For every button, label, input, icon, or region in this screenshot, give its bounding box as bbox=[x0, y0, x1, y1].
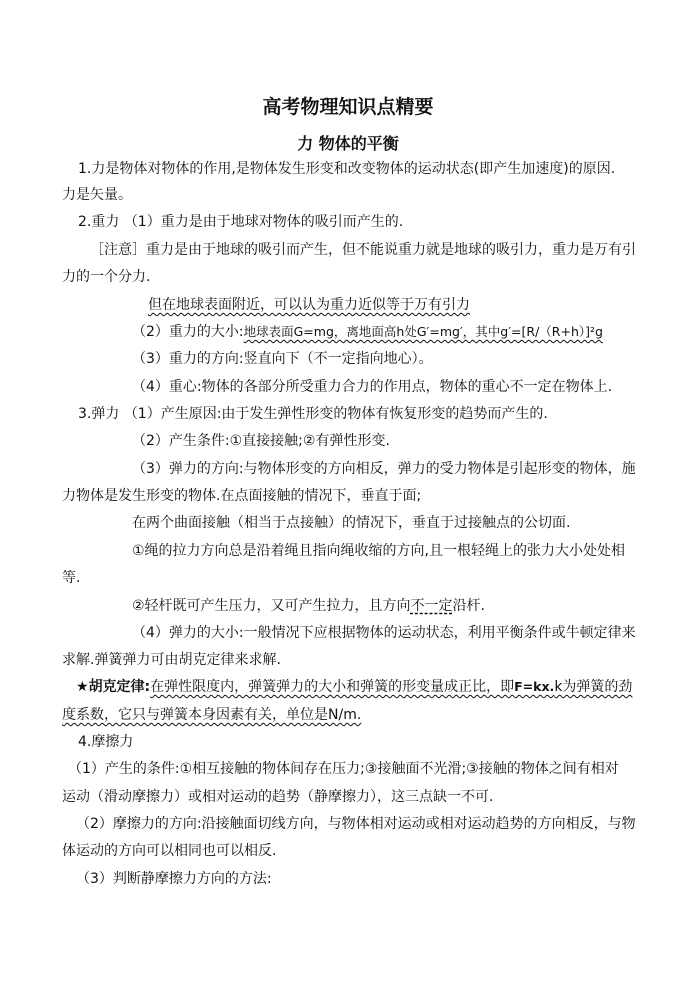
elastic-direction-line1: （3）弹力的方向:与物体形变的方向相反，弹力的受力物体是引起形变的物体，施 bbox=[132, 461, 636, 477]
star-icon: ★ bbox=[76, 679, 89, 695]
document-title: 高考物理知识点精要 bbox=[262, 96, 434, 118]
gravity-size bbox=[132, 322, 603, 342]
rod-text-a: ②轻杆既可产生压力，又可产生拉力，且方向 bbox=[132, 598, 411, 614]
friction-direction-line1: （2）摩擦力的方向:沿接触面切线方向，与物体相对运动或相对运动趋势的方向相反，与物 bbox=[76, 816, 636, 832]
rod-text-c: 沿杆. bbox=[452, 598, 486, 614]
rope-line1: ①绳的拉力方向总是沿着绳且指向绳收缩的方向,且一根轻绳上的张力大小处处相 bbox=[132, 543, 625, 559]
rod-text-b: 不一定 bbox=[410, 598, 453, 614]
hooke-formula: F=kx. bbox=[514, 679, 555, 694]
elastic-size-line1: （4）弹力的大小:一般情况下应根据物体的运动状态，利用平衡条件或牛顿定律来 bbox=[132, 625, 636, 641]
elastic-direction-line2: 力物体是发生形变的物体.在点面接触的情况下，垂直于面; bbox=[62, 488, 422, 504]
gravity-paragraph bbox=[78, 212, 403, 232]
friction-label: 4.摩擦力 bbox=[78, 734, 134, 750]
hooke-text-a: 在弹性限度内，弹簧弹力的大小和弹簧的形变量成正比，即 bbox=[150, 679, 515, 695]
static-friction-method: （3）判断静摩擦力方向的方法: bbox=[76, 871, 272, 887]
elastic-label: 3.弹力 bbox=[78, 406, 120, 422]
hooke-label: 胡克定律: bbox=[88, 679, 151, 695]
gravity-note-line1: ［注意］重力是由于地球的吸引而产生，但不能说重力就是地球的吸引力，重力是万有引 bbox=[90, 242, 636, 258]
gravity-cause: （1）重力是由于地球对物体的吸引而产生的. bbox=[123, 214, 404, 230]
p1-line2: 力是矢量。 bbox=[62, 187, 132, 203]
hooke-line2: 度系数，它只与弹簧本身因素有关，单位是N/m. bbox=[62, 707, 362, 723]
friction-direction-line2: 体运动的方向可以相同也可以相反. bbox=[62, 843, 277, 859]
elastic-cause: （1）产生原因:由于发生弹性形变的物体有恢复形变的趋势而产生的. bbox=[123, 406, 548, 422]
hooke-line1 bbox=[76, 677, 632, 697]
gravity-note-line2: 力的一个分力. bbox=[62, 269, 151, 285]
elastic-paragraph bbox=[78, 404, 548, 424]
gravity-size-label: （2）重力的大小: bbox=[132, 324, 244, 340]
elastic-curve-contact: 在两个曲面接触（相当于点接触）的情况下，垂直于过接触点的公切面. bbox=[132, 515, 571, 531]
section-title: 力 物体的平衡 bbox=[297, 134, 399, 153]
gravity-near-surface: 但在地球表面附近，可以认为重力近似等于万有引力 bbox=[148, 297, 470, 313]
elastic-size-line2: 求解.弹簧弹力可由胡克定律来求解. bbox=[62, 652, 281, 668]
elastic-condition: （2）产生条件:①直接接触;②有弹性形变. bbox=[132, 433, 390, 449]
gravity-direction: （3）重力的方向:竖直向下（不一定指向地心）。 bbox=[132, 351, 433, 367]
rod-line bbox=[132, 596, 485, 616]
gravity-size-formula: 地球表面G=mg，离地面高h处G′=mg′，其中g′=[R/（R+h）]²g bbox=[243, 324, 603, 339]
gravity-center: （4）重心:物体的各部分所受重力合力的作用点，物体的重心不一定在物体上. bbox=[132, 379, 613, 395]
rope-line2: 等. bbox=[62, 570, 81, 586]
friction-condition-line1: （1）产生的条件:①相互接触的物体间存在压力;③接触面不光滑;③接触的物体之间有相对 bbox=[68, 761, 619, 777]
p1-line1: 1.力是物体对物体的作用,是物体发生形变和改变物体的运动状态(即产生加速度)的原因. bbox=[78, 161, 616, 177]
gravity-label: 2.重力 bbox=[78, 214, 120, 230]
friction-condition-line2: 运动（滑动摩擦力）或相对运动的趋势（静摩擦力），这三点缺一不可. bbox=[62, 789, 494, 805]
hooke-text-b: k为弹簧的劲 bbox=[554, 679, 633, 695]
